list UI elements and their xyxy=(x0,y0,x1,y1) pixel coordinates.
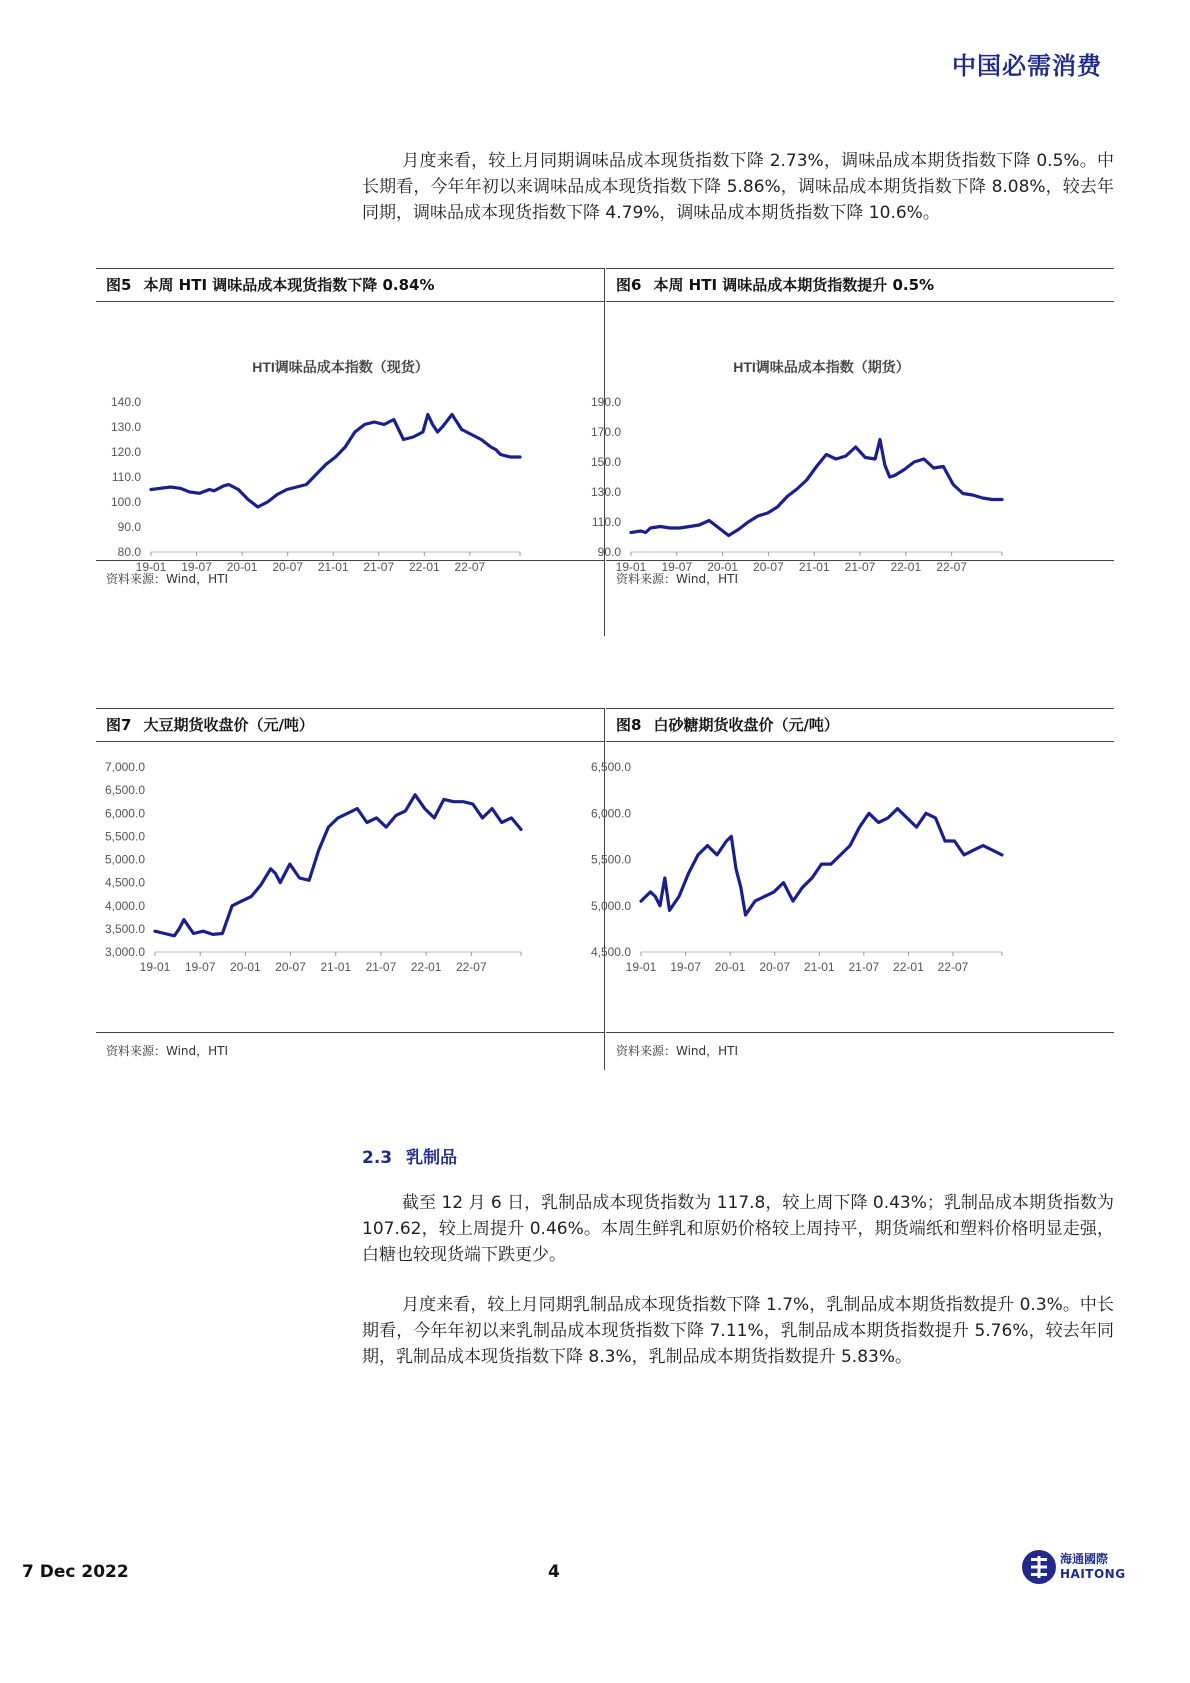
x-tick-label: 19-01 xyxy=(139,960,171,974)
figure-header xyxy=(96,268,604,302)
y-tick-label: 6,000.0 xyxy=(590,806,631,821)
x-tick-label: 22-07 xyxy=(454,560,486,574)
paragraph-text: 月度来看，较上月同期调味品成本现货指数下降 2.73%，调味品成本期货指数下降 0.5%。中长期看，今年年初以来调味品成本现货指数下降 5.86%，调味品成本期货指数下降 8.08%，较去年同期，调味品成本现货指数下降 4.79%，调味品成本期货指数下降 10.6%。 xyxy=(362,151,1114,223)
y-tick-label: 4,500.0 xyxy=(104,875,145,890)
paragraph-dairy-weekly xyxy=(362,1190,1114,1268)
chart-fig5 xyxy=(96,302,604,574)
x-tick-label: 22-01 xyxy=(890,560,922,574)
y-tick-label: 130.0 xyxy=(590,485,621,499)
section-title xyxy=(362,1143,457,1168)
figure-header xyxy=(606,708,1114,742)
x-tick-label: 19-07 xyxy=(670,960,701,974)
series-line xyxy=(151,415,520,508)
x-tick-label: 20-07 xyxy=(272,560,304,574)
x-tick-label: 21-01 xyxy=(317,560,349,574)
figure-title: 白砂糖期货收盘价（元/吨） xyxy=(653,716,839,734)
y-tick-label: 110.0 xyxy=(111,470,141,484)
series-line xyxy=(631,440,1002,536)
figure-title: 本周 HTI 调味品成本期货指数提升 0.5% xyxy=(653,276,935,294)
y-tick-label: 100.0 xyxy=(110,495,141,509)
chart-title: HTI调味品成本指数（现货） xyxy=(252,359,429,375)
y-tick-label: 3,500.0 xyxy=(104,921,145,936)
chart-fig8 xyxy=(590,742,1114,1032)
x-tick-label: 20-01 xyxy=(230,960,261,974)
x-tick-label: 22-07 xyxy=(936,560,967,574)
y-tick-label: 170.0 xyxy=(590,425,621,439)
x-tick-label: 20-07 xyxy=(759,960,791,974)
x-tick-label: 19-07 xyxy=(184,960,216,974)
y-tick-label: 5,000.0 xyxy=(104,852,145,867)
y-tick-label: 6,500.0 xyxy=(104,783,145,798)
y-tick-label: 130.0 xyxy=(110,420,141,434)
paragraph-text: 截至 12 月 6 日，乳制品成本现货指数为 117.8，较上周下降 0.43%；乳制品成本期货指数为 107.62，较上周提升 0.46%。本周生鲜乳和原奶价格较上周持平，期货端纸和塑料价格明显走强，白糖也较现货端下跌更少。 xyxy=(362,1193,1114,1265)
haitong-logo xyxy=(1022,1548,1126,1588)
logo-mark-icon xyxy=(1022,1550,1056,1584)
x-tick-label: 21-07 xyxy=(844,560,876,574)
figure-title: 大豆期货收盘价（元/吨） xyxy=(143,716,314,734)
figure-source: 资料来源：Wind，HTI xyxy=(616,572,739,586)
figure-header xyxy=(606,268,1114,302)
y-tick-label: 80.0 xyxy=(117,545,141,559)
figure-source: 资料来源：Wind，HTI xyxy=(106,572,229,586)
figure-number: 图8 xyxy=(616,716,642,734)
section-name: 乳制品 xyxy=(406,1148,458,1168)
figure-number: 图5 xyxy=(106,276,132,294)
logo-text-en: HAITONG xyxy=(1060,1567,1126,1581)
series-line xyxy=(641,809,1002,915)
x-tick-label: 21-07 xyxy=(848,960,880,974)
chart-fig7 xyxy=(96,742,604,1032)
x-tick-label: 19-01 xyxy=(625,960,657,974)
x-tick-label: 22-07 xyxy=(937,960,969,974)
logo-text-cn: 海通國際 xyxy=(1060,1552,1109,1566)
figure-6 xyxy=(590,268,1114,586)
y-tick-label: 5,500.0 xyxy=(590,852,631,867)
y-tick-label: 90.0 xyxy=(117,520,141,534)
x-tick-label: 20-01 xyxy=(226,560,258,574)
y-tick-label: 3,000.0 xyxy=(104,945,145,959)
figure-divider xyxy=(604,268,605,636)
x-tick-label: 19-01 xyxy=(135,560,167,574)
figure-title: 本周 HTI 调味品成本现货指数下降 0.84% xyxy=(143,276,435,294)
y-tick-label: 4,000.0 xyxy=(104,898,145,913)
x-tick-label: 20-07 xyxy=(753,560,784,574)
x-tick-label: 22-01 xyxy=(408,560,440,574)
paragraph-text: 月度来看，较上月同期乳制品成本现货指数下降 1.7%，乳制品成本期货指数提升 0.3%。中长期看，今年年初以来乳制品成本现货指数下降 7.11%，乳制品成本期货指数提升 5.76%，较去年同期，乳制品成本现货指数下降 8.3%，乳制品成本期货指数提升 5.83%。 xyxy=(362,1295,1114,1367)
figure-number: 图7 xyxy=(106,716,132,734)
y-tick-label: 5,000.0 xyxy=(590,898,631,913)
x-tick-label: 19-01 xyxy=(615,560,647,574)
x-tick-label: 21-01 xyxy=(803,960,835,974)
x-tick-label: 19-07 xyxy=(181,560,212,574)
figure-source: 资料来源：Wind，HTI xyxy=(106,1044,229,1058)
y-tick-label: 110.0 xyxy=(591,515,621,529)
y-tick-label: 90.0 xyxy=(597,545,621,559)
figure-number: 图6 xyxy=(616,276,642,294)
y-tick-label: 6,000.0 xyxy=(104,806,145,821)
figure-7 xyxy=(96,708,604,1058)
x-tick-label: 19-07 xyxy=(661,560,693,574)
section-number: 2.3 xyxy=(362,1148,393,1168)
figure-header xyxy=(96,708,604,742)
x-tick-label: 21-01 xyxy=(320,960,352,974)
x-tick-label: 20-01 xyxy=(707,560,738,574)
y-tick-label: 4,500.0 xyxy=(590,945,631,959)
x-tick-label: 21-01 xyxy=(798,560,830,574)
y-tick-label: 5,500.0 xyxy=(104,829,145,844)
y-tick-label: 120.0 xyxy=(110,445,141,459)
y-tick-label: 190.0 xyxy=(590,395,621,409)
x-tick-label: 20-07 xyxy=(275,960,306,974)
y-tick-label: 150.0 xyxy=(590,455,621,469)
chart-fig6 xyxy=(590,302,1114,574)
x-tick-label: 22-07 xyxy=(455,960,487,974)
paragraph-dairy-monthly xyxy=(362,1292,1114,1370)
x-tick-label: 22-01 xyxy=(893,960,924,974)
figure-source: 资料来源：Wind，HTI xyxy=(616,1044,739,1058)
chart-title: HTI调味品成本指数（期货） xyxy=(733,359,910,375)
y-tick-label: 6,500.0 xyxy=(590,760,631,774)
y-tick-label: 140.0 xyxy=(110,395,141,409)
page-number: 4 xyxy=(548,1562,560,1582)
x-tick-label: 21-07 xyxy=(365,960,397,974)
x-tick-label: 21-07 xyxy=(363,560,395,574)
paragraph-seasoning-monthly xyxy=(362,148,1114,226)
header-title: 中国必需消费 xyxy=(952,52,1102,80)
x-tick-label: 22-01 xyxy=(410,960,442,974)
series-line xyxy=(155,795,521,936)
x-tick-label: 20-01 xyxy=(714,960,746,974)
figure-5 xyxy=(96,268,604,586)
figure-8 xyxy=(590,708,1114,1058)
footer-date: 7 Dec 2022 xyxy=(22,1562,129,1582)
y-tick-label: 7,000.0 xyxy=(104,760,145,774)
